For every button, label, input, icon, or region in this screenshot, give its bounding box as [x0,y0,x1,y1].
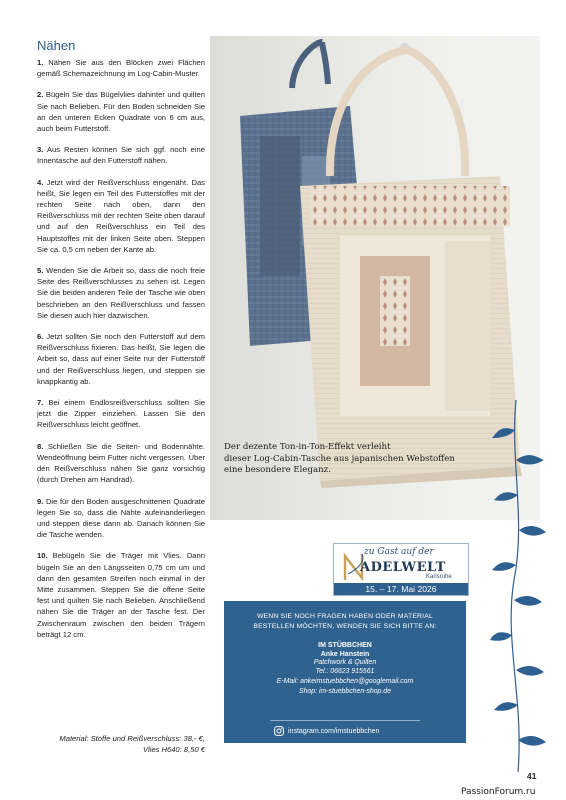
badge-city: Karlsruhe [426,574,452,580]
section-title: Nähen [37,38,76,53]
watermark: PassionForum.ru [461,787,536,797]
instructions-column [37,38,205,650]
decorative-vine [490,400,550,772]
page-number: 41 [527,771,537,781]
instagram-icon [274,726,284,736]
shop-link[interactable]: Shop: im-stuebbchen-shop.de [299,687,391,695]
step-5: 5. Wenden Sie die Arbeit so, dass die noch freie Seite des Reißverschlusses zu sehen ist. Legen Sie die beiden anderen Teile der Tasche wie oben beschrieben an den Reißverschluss und fassen Sie diesen auch hier dazwischen. [37,266,205,320]
shop-tagline: Patchwork & Quilten [313,658,377,666]
step-1: 1. Nähen Sie aus den Blöcken zwei Flächen gemäß Schemazeichnung im Log-Cabin-Muster. [37,58,205,79]
photo-caption: Der dezente Ton-in-Ton-Effekt verleiht dieser Log-Cabin-Tasche aus japanischen Webstoffen eine besondere Eleganz. [224,442,455,476]
material-note [37,733,205,756]
step-6: 6. Jetzt sollten Sie noch den Futterstoff auf dem Reißverschluss fixieren. Das heißt, Sie legen die Arbeit so, dass auf einer Seite nur der Futterstoff und der Reißverschluss liegen, und steppen sie knappkantig ab. [37,332,205,386]
badge-subtitle: zu Gast auf der [364,547,434,557]
step-7: 7. Bei einem Endlosreißverschluss sollten Sie jetzt die Zipper einziehen. Lassen Sie den Reißverschluss leicht geöffnet. [37,398,205,430]
instagram-link[interactable]: instagram.com/imstuebbchen [274,726,379,736]
material-line-1: Material: Stoffe und Reißverschluss: 38,- €, [59,734,205,743]
shop-name: IM STÜBBCHEN [318,641,372,649]
badge-title: ADELWELT [360,560,446,575]
step-10: 10. Bebügeln Sie die Träger mit Vlies. Dann bügeln Sie an den Längsseiten 0,75 cm um und dann den gesamten Streifen noch einmal in der Mitte zusammen. Steppen Sie die offene Seite fest und quilten Sie nach Belieben. Anschließend nähen Sie die Träger an der Tasche fest. Der Zwischenraum zwischen den beiden Trägern beträgt 12 cm. [37,551,205,639]
material-line-2: Vlies H640: 8,50 € [142,745,205,755]
step-4: 4. Jetzt wird der Reißverschluss eingenäht. Das heißt, Sie legen ein Teil des Futterstoffes mit der rechten Seite nach oben, dann den Reißverschluss mit der rechten Seite oben darauf und auf den Reißverschluss ein Teil des Hauptstoffes mit der linken Seite oben. Steppen Sie ca. 0,5 cm neben der Kante ab. [37,177,205,254]
step-2: 2. Bügeln Sie das Bügelvlies dahinter und quilten Sie nach Belieben. Für den Boden schneiden Sie an den unteren Ecken Quadrate von 6 cm aus, auch beim Futterstoff. [37,90,205,134]
step-8: 8. Schließen Sie die Seiten- und Bodennähte. Wendeöffnung beim Futter nicht vergessen. Über den Reißverschluss nähen Sie ganz vorsichtig (durch Drehen am Handrad). [37,441,205,485]
step-9: 9. Die für den Boden ausgeschnittenen Quadrate legen Sie so, dass die Nähte aufeinanderliegen und steppen diese dann ab. Danach können Sie die Tasche wenden. [37,496,205,540]
badge-dates: 15. – 17. Mai 2026 [334,583,468,595]
nadelwelt-badge [333,543,469,596]
contact-phone: Tel.: 06623 915561 [315,668,375,676]
contact-box [224,601,466,743]
divider [270,720,420,721]
contact-email[interactable]: E-Mail: ankeimstuebbchen@googlemail.com [276,678,414,686]
contact-name: Anke Hanstein [320,650,370,658]
step-3: 3. Aus Resten können Sie sich ggf. noch eine Innentasche auf den Futterstoff nähen. [37,145,205,166]
contact-headline: WENN SIE NOCH FRAGEN HABEN ODER MATERIAL BESTELLEN MÖCHTEN, WENDEN SIE SICH BITTE AN: [253,613,437,630]
